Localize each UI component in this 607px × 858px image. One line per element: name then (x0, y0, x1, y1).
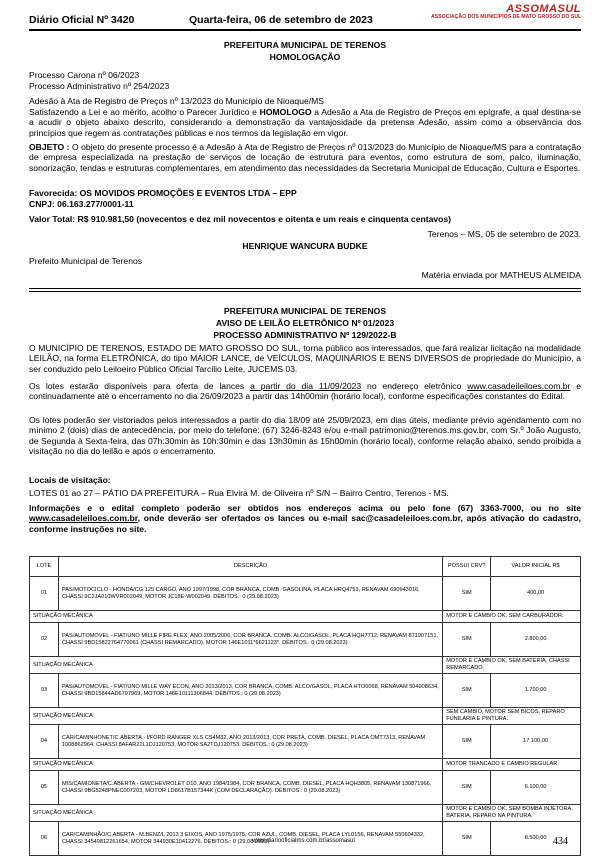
hom-p1b: HOMOLOGO (259, 107, 312, 117)
page-header (29, 2, 581, 28)
lot-crv: SIM (443, 725, 491, 759)
lot-value: 400,00 (491, 577, 581, 611)
hom-cnpj: CNPJ: 06.163.277/0001-11 (29, 199, 134, 209)
lot-number: 06 (30, 822, 59, 856)
lot-number: 02 (30, 623, 59, 657)
hom-objeto-text: O objeto do presente processo é a Adesão à Ata de Registro de Preços nº 013/2023 do Município de Nioaque/MS para a contratação de empresa especializada na prestação de serviços de locação de estrutura para eventos, como estrutura de som, palco, iluminação, sonorização, tendas e estruturas complementares, em atendimento das necessidades da Secretaria Municipal de Educação, Cultura e Esportes. (29, 142, 581, 173)
situation-label: SITUAÇÃO MECÂNICA (30, 805, 443, 822)
lot-value: 6.100,00 (491, 771, 581, 805)
leilao-info (29, 503, 581, 534)
lot-crv: SIM (443, 771, 491, 805)
leilao-p2e: e continuadamente até o encerramento no dia 26/09/2023 a partir das 14h00min (horário local), conforme especificações constantes do Edital. (29, 381, 582, 402)
lot-number: 01 (30, 577, 59, 611)
leilao-paragraph-2 (29, 381, 581, 402)
brand-logo (431, 3, 581, 20)
table-row-situation (30, 708, 581, 725)
hom-signer-role: Prefeito Municipal de Terenos (29, 256, 143, 266)
hom-local-date: Terenos – MS, 05 de setembro de 2023. (427, 229, 581, 239)
leilao-title-1: PREFEITURA MUNICIPAL DE TERENOS (223, 306, 387, 316)
col-header-crv: POSSUI CRV? (443, 557, 491, 577)
hom-signer: HENRIQUE WANCURA BUDKE (242, 241, 368, 251)
leilao-info-site-link[interactable]: www.casadeleiloes.com.br (29, 513, 138, 524)
lot-crv: SIM (443, 623, 491, 657)
situation-text: MOTOR E CAMBIO OK, SEM CARBURADOR. (443, 611, 581, 623)
lot-crv: SIM (443, 674, 491, 708)
situation-text: MOTOR E CAMBIO OK, SEM BATERIA, CHASSI REMARCADO. (443, 657, 581, 674)
header-rule (29, 29, 581, 31)
situation-text: MOTOR TRANCADO E CAMBIO REGULAR. (443, 759, 581, 771)
lot-crv: SIM (443, 822, 491, 856)
col-header-lote: LOTE (30, 557, 59, 577)
col-header-descricao: DESCRIÇÃO (58, 557, 442, 577)
brand-name: ASSOMASUL (506, 3, 581, 15)
situation-label: SITUAÇÃO MECÂNICA (30, 759, 443, 771)
hom-title-2: HOMOLOGAÇÃO (269, 52, 341, 62)
situation-label: SITUAÇÃO MECÂNICA (30, 708, 443, 725)
leilao-site-link[interactable]: www.casadeileiloes.com.br (467, 381, 571, 391)
page-number: 434 (553, 836, 568, 847)
leilao-paragraph-3: Os lotes poderão ser vistoriados pelos interessados a partir do dia 18/09 até 25/09/2023, em dias úteis, mediante prévio agendamento com no mínimo 2 (dois) dias de antecedência, por meio do telefone: (67) 3246-8243 e/ou e-mail patrimonio@terenos.ms.gov.br, com Sr.º João Augusto, de Segunda à Sexta-feira, das 07h:30min às 10h:30min e das 13h30min às 15h00min (horário local), conforme relação abaixo, sendo proibida a visitação no dia do leilão e após o encerramento. (29, 415, 581, 457)
section-divider-2 (29, 291, 581, 292)
lot-crv: SIM (443, 577, 491, 611)
lot-description: PAS/MOTOCICLO - HONDA/CG 125 CARGO, ANO 1997/1998, COR BRANCA, COMB. GASOLINA, PLACA HRQ4753, RENAVAM 690943016, CHASSI 9C2JA010WVR002049, MOTOR JC18E-W002049. DÉBITOS.: 0 (29.08.2023) (58, 577, 442, 611)
table-header-row (30, 557, 581, 577)
lot-description: CAR/CAMINHONET/C.ABERTA - I/FORD RANGER XLS CS4M32, ANO 2013/2013, COR PRETA, COMB. DIESEL, PLACA OMT7313, RENAVAM 1008862964, CHASSI 8AFAR21L1DJ120753, MOTOR SA2TDJ120753. DÉBITOS.: 0 (29.08.2023) (58, 725, 442, 759)
leilao-title-2: AVISO DE LEILÃO ELETRÔNICO Nº 01/2023 (215, 318, 395, 328)
leilao-title-3: PROCESSO ADMINISTRATIVO Nº 129/2022-B (213, 330, 397, 340)
table-row-situation (30, 805, 581, 822)
hom-paragraph-1 (29, 107, 581, 138)
brand-subtitle: ASSOCIAÇÃO DOS MUNICÍPIOS DE MATO GROSSO DO SUL (431, 14, 582, 20)
lot-value: 17.100,00 (491, 725, 581, 759)
edition-number: Diário Oficial Nº 3420 (29, 14, 135, 26)
hom-paragraph-objeto (29, 142, 581, 173)
lot-number: 04 (30, 725, 59, 759)
leilao-info-a: Informações e o edital completo poderão ser obtidos nos endereços acima ou pelo fone (67) 3363-7000, ou no site (29, 503, 581, 513)
col-header-valor: VALOR INICIAL R$ (491, 557, 581, 577)
table-row (30, 577, 581, 611)
leilao-p2a: Os lotes estarão disponíveis para oferta de lances (29, 381, 251, 391)
lots-table (29, 556, 581, 856)
lot-number: 05 (30, 771, 59, 805)
lot-description: MIS/CAMIONETA/C.ABERTA - GM/CHEVROLET D10, ANO 1984/1984, COR BRANCA, COMB. DIESEL, PLACA HQH3805, RENAVAM 130871966, CHASSI 9BG5248PNEC007203, MOTOR LD8617B157344K (COM DECLARAÇÃO). DÉBITOS.: 0 (29.08.2023) (58, 771, 442, 805)
hom-sent-by: Matéria enviada por MATHEUS ALMEIDA (421, 270, 581, 280)
hom-objeto-label: OBJETO : (29, 142, 70, 152)
lot-description: PAS/AUTOMOVEL - FIAT/UNO MILLE FIRE FLEX, ANO 2005/2006, COR BRANCA, COMB. ALCO/GASOL, PLACA HQH7712, RENAVAM 871907151, CHASSI 9BD15822764770061 (CHASSI REMARCADO), MOTOR 146E1011*6621123*. DÉBITOS.: 0 (29.08.2023) (58, 623, 442, 657)
table-row (30, 674, 581, 708)
situation-label: SITUAÇÃO MECÂNICA (30, 657, 443, 674)
leilao-info-c: , onde deverão ser ofertados os lances ou e-mail sac@casadeleiloes.com.br, após ativação do cadastro, conforme instruções no site. (29, 513, 581, 534)
footer-url: www.diariooficialms.com.br/assomasul (252, 838, 355, 844)
table-row-situation (30, 759, 581, 771)
hom-process-adm: Processo Administrativo nº 254/2023 (29, 81, 170, 91)
lot-number: 03 (30, 674, 59, 708)
hom-title-1: PREFEITURA MUNICIPAL DE TERENOS (223, 40, 387, 50)
leilao-locais: LOTES 01 ao 27 – PÁTIO DA PREFEITURA – Rua Elvira M. de Oliveira nº S/N – Bairro Centro, Terenos - MS. (29, 488, 449, 498)
table-row-situation (30, 657, 581, 674)
situation-text: SEM CAMBIO, MOTOR SEM BICOS, REPARO FUNILARIA E PINTURA. (443, 708, 581, 725)
table-row-situation (30, 611, 581, 623)
lot-value: 1.700,00 (491, 674, 581, 708)
hom-adesao: Adesão à Ata de Registro de Preços nº 13/2023 do Município de Nioaque/MS (29, 96, 325, 106)
hom-valor-total: Valor Total: R$ 910.981,50 (novecentos e dez mil novecentos e oitenta e um reais e cinquenta centavos) (29, 214, 452, 224)
situation-label: SITUAÇÃO MECÂNICA (30, 611, 443, 623)
hom-p1c: a Adesão a Ata de Registro de Preços em epígrafe, a qual destina-se a acudir o objeto abaixo descrito, considerando a demonstração da vantajosidade da pretensa Adesão, assim como a observância dos princípios que regem as contratações públicas e nos termos da legislação em vigor. (29, 107, 581, 138)
lot-description: PAS/AUTOMOVEL - FIAT/UNO MILLE WAY ECON, ANO 2013/2013, COR BRANCA, COMB. ALCO/GASOL, PLACA HTO0068, RENAVAM 504908634, CHASSI 9BD15844AD6797969, MOTOR 146E10111306844. DÉBITOS.: 0 (29.08.2023) (58, 674, 442, 708)
leilao-locais-title: Locais de visitação: (29, 475, 111, 485)
hom-process-carona: Processo Carona nº 06/2023 (29, 70, 140, 80)
section-divider (29, 288, 581, 289)
table-row (30, 725, 581, 759)
edition-date: Quarta-feira, 06 de setembro de 2023 (189, 14, 373, 26)
hom-p1a: Satisfazendo a Lei e ao mérito, acolho o Parecer Jurídico e (29, 107, 260, 117)
leilao-date-start: a partir do dia 11/09/2023 (250, 381, 362, 391)
lot-description: CAR/CAMINHÃO/C.ABERTA - M.BENZ/L 2013 3 EIXOS, ANO 1975/1975, COR AZUL, COMB. DIESEL, PLACA LYL0156, RENAVAM 550604332, CHASSI 34540812261654, MOTOR 344930E10412276. DÉBITOS.: 0 (29.08.2023) (58, 822, 442, 856)
leilao-p2c: no endereço eletrônico (361, 381, 468, 391)
lot-value: 8.500,00 (491, 822, 581, 856)
hom-favorecida: Favorecida: OS MOVIDOS PROMOÇÕES E EVENTOS LTDA – EPP (29, 188, 297, 198)
table-row (30, 771, 581, 805)
situation-text: MOTOR E CAMBIO OK, SEM BOMBA INJETORA, BATERIA, REPARO NA PINTURA. (443, 805, 581, 822)
leilao-paragraph-1: O MUNICÍPIO DE TERENOS, ESTADO DE MATO GROSSO DO SUL, torna público aos interessados, que fará realizar licitação na modalidade LEILÃO, na forma ELETRÔNICA, do tipo MAIOR LANCE, de VEÍCULOS, MAQUINÁRIOS E BENS DIVERSOS de propriedade do Município, a ser conduzido pelo Leiloeiro Público Oficial Tarcilio Leite, JUCEMS 03. (29, 343, 581, 374)
table-row (30, 623, 581, 657)
lot-value: 2.800,00 (491, 623, 581, 657)
